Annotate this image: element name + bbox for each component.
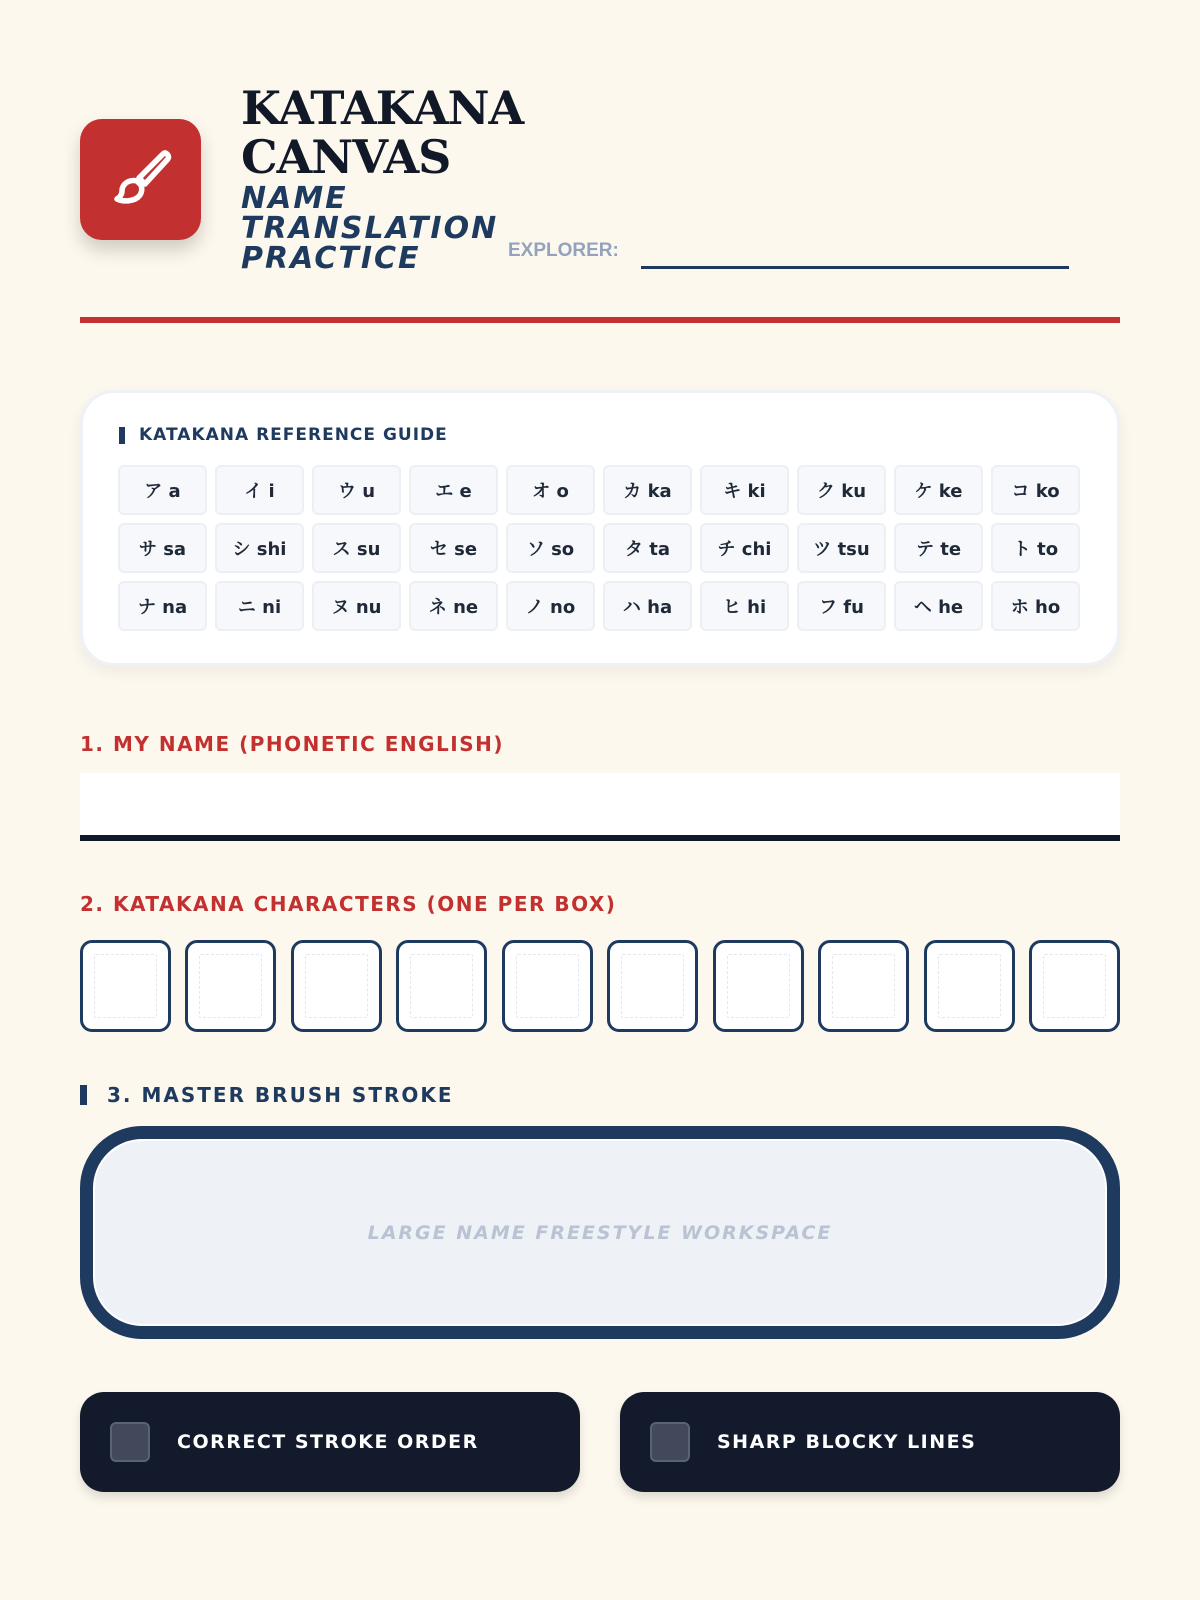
checkbox[interactable] (650, 1422, 690, 1462)
kana-reference-cell: ハ ha (603, 581, 692, 631)
kana-reference-cell: ヌ nu (312, 581, 401, 631)
workspace-placeholder: LARGE NAME FREESTYLE WORKSPACE (367, 1221, 833, 1244)
subtitle-line: TRANSLATION (241, 211, 499, 246)
katakana-char-box[interactable] (1029, 940, 1120, 1032)
stroke-order-check[interactable] (80, 1392, 580, 1492)
check-label: CORRECT STROKE ORDER (177, 1431, 479, 1453)
kana-reference-cell: ヘ he (894, 581, 983, 631)
kana-reference-cell: フ fu (797, 581, 886, 631)
explorer-label: EXPLORER: (508, 240, 619, 261)
checklist (80, 1392, 1120, 1492)
kana-reference-cell: コ ko (991, 465, 1080, 515)
master-stroke-label: 3. MASTER BRUSH STROKE (80, 1085, 454, 1105)
kana-reference-cell: ス su (312, 523, 401, 573)
kana-reference-cell: ホ ho (991, 581, 1080, 631)
kana-reference-grid (118, 465, 1080, 631)
katakana-char-box[interactable] (713, 940, 804, 1032)
kana-reference-cell: ア a (118, 465, 207, 515)
katakana-char-box[interactable] (396, 940, 487, 1032)
kana-reference-cell: ソ so (506, 523, 595, 573)
kana-reference-cell: キ ki (700, 465, 789, 515)
subtitle-line: NAME (241, 181, 348, 216)
kana-reference-cell: ク ku (797, 465, 886, 515)
reference-guide-title: KATAKANA REFERENCE GUIDE (119, 427, 448, 444)
blocky-lines-check[interactable] (620, 1392, 1120, 1492)
kana-reference-cell: テ te (894, 523, 983, 573)
kana-reference-cell: ヒ hi (700, 581, 789, 631)
page-title (241, 81, 524, 184)
katakana-char-box[interactable] (818, 940, 909, 1032)
paintbrush-icon (109, 145, 173, 214)
title-line: KATAKANA (241, 81, 524, 135)
katakana-char-box[interactable] (924, 940, 1015, 1032)
app-logo (80, 119, 201, 240)
kana-reference-cell: カ ka (603, 465, 692, 515)
katakana-section-label: 2. KATAKANA CHARACTERS (ONE PER BOX) (80, 892, 617, 916)
kana-reference-cell: ツ tsu (797, 523, 886, 573)
kana-reference-cell: ト to (991, 523, 1080, 573)
kana-reference-cell: ケ ke (894, 465, 983, 515)
kana-reference-cell: ウ u (312, 465, 401, 515)
kana-reference-cell: チ chi (700, 523, 789, 573)
kana-reference-cell: タ ta (603, 523, 692, 573)
header (80, 80, 1120, 325)
kana-reference-cell: エ e (409, 465, 498, 515)
reference-guide-card (80, 390, 1120, 666)
kana-reference-cell: ナ na (118, 581, 207, 631)
page-subtitle (241, 181, 499, 276)
checkbox[interactable] (110, 1422, 150, 1462)
subtitle-line: PRACTICE (241, 241, 421, 276)
katakana-char-box[interactable] (502, 940, 593, 1032)
katakana-char-box[interactable] (80, 940, 171, 1032)
check-label: SHARP BLOCKY LINES (717, 1431, 977, 1453)
kana-reference-cell: イ i (215, 465, 304, 515)
phonetic-name-input[interactable] (80, 773, 1120, 841)
kana-reference-cell: ニ ni (215, 581, 304, 631)
header-divider (80, 317, 1120, 323)
kana-reference-cell: シ shi (215, 523, 304, 573)
kana-reference-cell: セ se (409, 523, 498, 573)
katakana-char-box[interactable] (291, 940, 382, 1032)
kana-reference-cell: サ sa (118, 523, 207, 573)
katakana-character-boxes (80, 940, 1120, 1032)
freestyle-workspace[interactable] (80, 1126, 1120, 1339)
title-line: CANVAS (241, 130, 451, 184)
kana-reference-cell: オ o (506, 465, 595, 515)
katakana-char-box[interactable] (185, 940, 276, 1032)
name-section-label: 1. MY NAME (PHONETIC ENGLISH) (80, 732, 505, 756)
katakana-char-box[interactable] (607, 940, 698, 1032)
kana-reference-cell: ネ ne (409, 581, 498, 631)
kana-reference-cell: ノ no (506, 581, 595, 631)
explorer-name-field[interactable] (641, 266, 1069, 269)
